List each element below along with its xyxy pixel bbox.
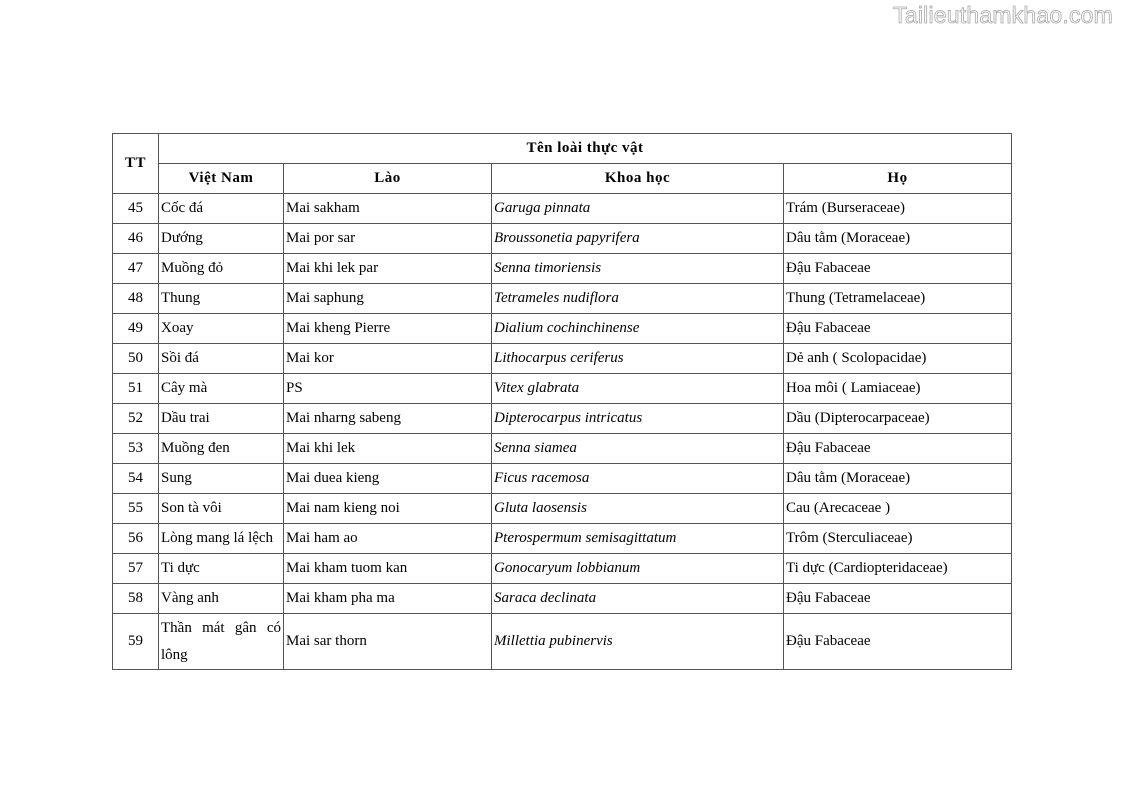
header-row-columns: [113, 164, 1012, 194]
cell-scientific: Broussonetia papyrifera: [492, 224, 784, 254]
cell-vietnam: [159, 614, 284, 670]
cell-vietnam: Xoay: [159, 314, 284, 344]
header-tt: TT: [113, 134, 159, 194]
cell-vietnam: Lòng mang lá lệch: [159, 524, 284, 554]
cell-vietnam-line1: Thần mát gân có: [161, 619, 281, 636]
cell-scientific: Dialium cochinchinense: [492, 314, 784, 344]
cell-family: Cau (Arecaceae ): [784, 494, 1012, 524]
species-table: [112, 133, 1012, 670]
cell-lao: Mai kheng Pierre: [284, 314, 492, 344]
cell-scientific: Saraca declinata: [492, 584, 784, 614]
cell-tt: 57: [113, 554, 159, 584]
cell-scientific: Garuga pinnata: [492, 194, 784, 224]
cell-vietnam-line2: lông: [161, 646, 188, 663]
cell-vietnam: Vàng anh: [159, 584, 284, 614]
cell-tt: 59: [113, 614, 159, 670]
header-family: Họ: [784, 164, 1012, 194]
cell-lao: Mai nharng sabeng: [284, 404, 492, 434]
table-row: [113, 344, 1012, 374]
cell-tt: 48: [113, 284, 159, 314]
cell-scientific: Tetrameles nudiflora: [492, 284, 784, 314]
cell-lao: Mai sar thorn: [284, 614, 492, 670]
table-row: [113, 254, 1012, 284]
cell-lao: Mai kor: [284, 344, 492, 374]
table-row: [113, 404, 1012, 434]
cell-vietnam: Cây mà: [159, 374, 284, 404]
cell-vietnam: Son tà vôi: [159, 494, 284, 524]
cell-lao: Mai kham tuom kan: [284, 554, 492, 584]
cell-tt: 53: [113, 434, 159, 464]
cell-lao: Mai ham ao: [284, 524, 492, 554]
header-species-name: Tên loài thực vật: [159, 134, 1012, 164]
cell-lao: Mai kham pha ma: [284, 584, 492, 614]
table-row: [113, 614, 1012, 670]
table-row: [113, 494, 1012, 524]
cell-lao: Mai nam kieng noi: [284, 494, 492, 524]
cell-tt: 47: [113, 254, 159, 284]
cell-scientific: Gluta laosensis: [492, 494, 784, 524]
cell-scientific: Senna timoriensis: [492, 254, 784, 284]
cell-scientific: Senna siamea: [492, 434, 784, 464]
cell-tt: 56: [113, 524, 159, 554]
cell-lao: Mai duea kieng: [284, 464, 492, 494]
header-lao: Lào: [284, 164, 492, 194]
cell-vietnam: Cốc đá: [159, 194, 284, 224]
table-row: [113, 434, 1012, 464]
cell-tt: 55: [113, 494, 159, 524]
cell-vietnam: Dầu trai: [159, 404, 284, 434]
cell-family: Dầu (Dipterocarpaceae): [784, 404, 1012, 434]
cell-tt: 51: [113, 374, 159, 404]
cell-vietnam: Sung: [159, 464, 284, 494]
cell-vietnam: Sồi đá: [159, 344, 284, 374]
cell-vietnam: Ti dực: [159, 554, 284, 584]
cell-tt: 46: [113, 224, 159, 254]
cell-scientific: Lithocarpus ceriferus: [492, 344, 784, 374]
table-row: [113, 584, 1012, 614]
cell-lao: PS: [284, 374, 492, 404]
cell-vietnam: Thung: [159, 284, 284, 314]
cell-family: Dẻ anh ( Scolopacidae): [784, 344, 1012, 374]
cell-family: Đậu Fabaceae: [784, 314, 1012, 344]
cell-scientific: Pterospermum semisagittatum: [492, 524, 784, 554]
cell-lao: Mai khi lek par: [284, 254, 492, 284]
watermark-text: Tailieuthamkhao.com: [893, 2, 1113, 28]
cell-family: Trôm (Sterculiaceae): [784, 524, 1012, 554]
table-row: [113, 284, 1012, 314]
cell-family: Dâu tằm (Moraceae): [784, 224, 1012, 254]
cell-family: Thung (Tetramelaceae): [784, 284, 1012, 314]
cell-scientific: Ficus racemosa: [492, 464, 784, 494]
cell-tt: 45: [113, 194, 159, 224]
table-row: [113, 374, 1012, 404]
header-vietnam: Việt Nam: [159, 164, 284, 194]
cell-tt: 52: [113, 404, 159, 434]
cell-tt: 54: [113, 464, 159, 494]
cell-tt: 50: [113, 344, 159, 374]
cell-family: Đậu Fabaceae: [784, 584, 1012, 614]
cell-lao: Mai por sar: [284, 224, 492, 254]
cell-scientific: Vitex glabrata: [492, 374, 784, 404]
cell-vietnam: Muồng đen: [159, 434, 284, 464]
cell-tt: 58: [113, 584, 159, 614]
table-row: [113, 194, 1012, 224]
cell-lao: Mai khi lek: [284, 434, 492, 464]
cell-lao: Mai saphung: [284, 284, 492, 314]
cell-family: Ti dực (Cardiopteridaceae): [784, 554, 1012, 584]
cell-vietnam: Muồng đỏ: [159, 254, 284, 284]
cell-vietnam: Dướng: [159, 224, 284, 254]
cell-family: Trám (Burseraceae): [784, 194, 1012, 224]
cell-scientific: Gonocaryum lobbianum: [492, 554, 784, 584]
table-row: [113, 314, 1012, 344]
cell-lao: Mai sakham: [284, 194, 492, 224]
cell-tt: 49: [113, 314, 159, 344]
cell-family: Hoa môi ( Lamiaceae): [784, 374, 1012, 404]
cell-family: Đậu Fabaceae: [784, 254, 1012, 284]
table-row: [113, 464, 1012, 494]
cell-family: Dâu tằm (Moraceae): [784, 464, 1012, 494]
cell-scientific: Millettia pubinervis: [492, 614, 784, 670]
table-row: [113, 554, 1012, 584]
cell-family: Đậu Fabaceae: [784, 614, 1012, 670]
cell-scientific: Dipterocarpus intricatus: [492, 404, 784, 434]
header-row-group: [113, 134, 1012, 164]
table-row: [113, 224, 1012, 254]
cell-family: Đậu Fabaceae: [784, 434, 1012, 464]
table-row: [113, 524, 1012, 554]
header-scientific: Khoa học: [492, 164, 784, 194]
